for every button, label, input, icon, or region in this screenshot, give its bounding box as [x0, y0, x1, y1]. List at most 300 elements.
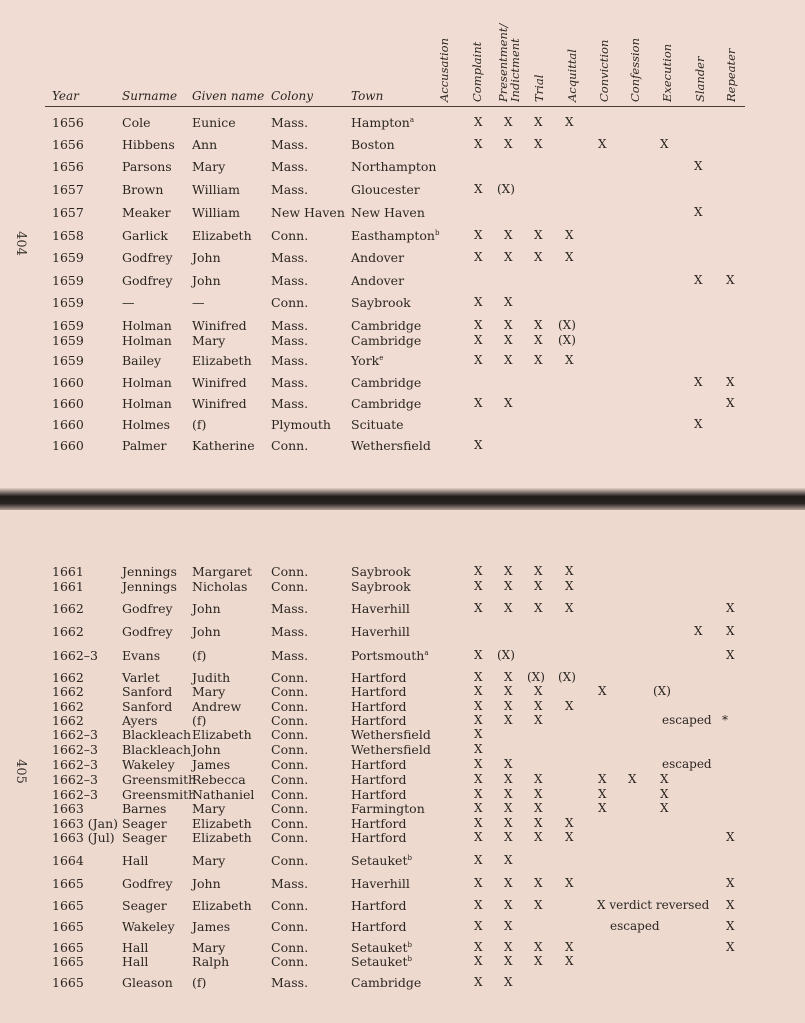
row-23-year: 1662 [52, 699, 84, 714]
row-35-note: X verdict reversed [597, 898, 710, 912]
row-18-year: 1662 [52, 601, 84, 616]
row-24-colony: Conn. [271, 713, 309, 728]
row-0-surname: Cole [122, 115, 151, 130]
row-18-repeater-mark: X [726, 601, 735, 615]
row-2-slander-mark: X [694, 159, 703, 173]
row-5-acquittal-mark: X [565, 228, 574, 242]
row-5-town-footnote: b [434, 228, 440, 237]
row-36-note: escaped [610, 919, 660, 933]
row-22-presentment-mark: X [504, 684, 513, 698]
row-17-given-name: Nicholas [192, 579, 248, 594]
row-4-given-name: William [192, 205, 240, 220]
row-26-complaint-mark: X [474, 742, 483, 756]
row-13-surname: Holman [122, 396, 172, 411]
row-32-town: Hartford [351, 830, 407, 845]
row-0-town: Hampton$^a$ [351, 115, 414, 130]
row-7-town: Andover [351, 273, 405, 288]
row-12-year: 1660 [52, 375, 84, 390]
row-15-surname: Palmer [122, 438, 167, 453]
row-5-complaint-mark: X [474, 228, 483, 242]
row-19-year: 1662 [52, 624, 84, 639]
row-37-trial-mark: X [534, 940, 543, 954]
row-8-surname: — [122, 295, 135, 310]
row-19-town: Haverhill [351, 624, 410, 639]
row-34-presentment-mark: X [504, 876, 513, 890]
row-18-trial-mark: X [534, 601, 543, 615]
row-11-given-name: Elizabeth [192, 353, 252, 368]
row-17-year: 1661 [52, 579, 84, 594]
row-0-complaint-mark: X [474, 115, 483, 129]
row-32-trial-mark: X [534, 830, 543, 844]
row-12-colony: Mass. [271, 375, 309, 390]
row-28-conviction-mark: X [598, 772, 607, 786]
row-35-complaint-mark: X [474, 898, 483, 912]
row-20-surname: Evans [122, 648, 161, 663]
row-22-year: 1662 [52, 684, 84, 699]
row-9-year: 1659 [52, 318, 84, 333]
row-33-year: 1664 [52, 853, 84, 868]
row-24-note: escaped [662, 713, 712, 727]
row-13-colony: Mass. [271, 396, 309, 411]
row-22-town: Hartford [351, 684, 407, 699]
row-27-surname: Wakeley [122, 757, 175, 772]
row-0-trial-mark: X [534, 115, 543, 129]
row-25-complaint-mark: X [474, 727, 483, 741]
row-21-colony: Conn. [271, 670, 309, 685]
row-0-year: 1656 [52, 115, 84, 130]
col-header-year: Year [52, 89, 79, 103]
row-3-year: 1657 [52, 182, 84, 197]
row-23-given-name: Andrew [192, 699, 242, 714]
row-37-town-footnote: b [407, 940, 412, 949]
row-11-surname: Bailey [122, 353, 162, 368]
row-33-given-name: Mary [192, 853, 226, 868]
row-30-presentment-mark: X [504, 801, 513, 815]
row-33-town: Setauket$^b$ [351, 853, 412, 868]
row-5-surname: Garlick [122, 228, 168, 243]
row-35-presentment-mark: X [504, 898, 513, 912]
row-25-year: 1662–3 [52, 727, 99, 742]
row-22-complaint-mark: X [474, 684, 483, 698]
row-29-trial-mark: X [534, 787, 543, 801]
row-36-year: 1665 [52, 919, 84, 934]
row-29-colony: Conn. [271, 787, 309, 802]
row-9-trial-mark: X [534, 318, 543, 332]
row-24-given-name: (f) [192, 713, 207, 728]
row-33-surname: Hall [122, 853, 149, 868]
row-24-presentment-mark: X [504, 713, 513, 727]
row-12-given-name: Winifred [192, 375, 247, 390]
row-37-complaint-mark: X [474, 940, 483, 954]
row-20-repeater-mark: X [726, 648, 735, 662]
row-15-colony: Conn. [271, 438, 309, 453]
row-37-acquittal-mark: X [565, 940, 574, 954]
row-11-town-footnote: e [379, 353, 384, 362]
row-2-year: 1656 [52, 159, 84, 174]
row-37-colony: Conn. [271, 940, 309, 955]
row-14-surname: Holmes [122, 417, 171, 432]
row-10-colony: Mass. [271, 333, 309, 348]
row-20-colony: Mass. [271, 648, 309, 663]
row-20-year: 1662–3 [52, 648, 99, 663]
row-16-given-name: Margaret [192, 564, 253, 579]
row-13-complaint-mark: X [474, 396, 483, 410]
row-38-year: 1665 [52, 954, 84, 969]
col-header-trial: Trial [532, 74, 546, 102]
row-31-surname: Seager [122, 816, 167, 831]
col-header-conviction: Conviction [597, 39, 611, 102]
row-29-conviction-mark: X [598, 787, 607, 801]
row-10-acquittal-mark: (X) [558, 333, 576, 347]
row-12-repeater-mark: X [726, 375, 735, 389]
row-25-colony: Conn. [271, 727, 309, 742]
row-13-presentment-mark: X [504, 396, 513, 410]
row-18-presentment-mark: X [504, 601, 513, 615]
row-4-year: 1657 [52, 205, 84, 220]
row-13-repeater-mark: X [726, 396, 735, 410]
row-0-presentment-mark: X [504, 115, 513, 129]
row-11-colony: Mass. [271, 353, 309, 368]
col-header-slander: Slander [693, 56, 707, 102]
row-5-trial-mark: X [534, 228, 543, 242]
row-23-colony: Conn. [271, 699, 309, 714]
row-22-conviction-mark: X [598, 684, 607, 698]
row-26-year: 1662–3 [52, 742, 99, 757]
row-25-given-name: Elizabeth [192, 727, 252, 742]
row-20-complaint-mark: X [474, 648, 483, 662]
row-22-given-name: Mary [192, 684, 226, 699]
row-37-presentment-mark: X [504, 940, 513, 954]
row-39-presentment-mark: X [504, 975, 513, 989]
row-14-slander-mark: X [694, 417, 703, 431]
row-1-surname: Hibbens [122, 137, 175, 152]
row-16-colony: Conn. [271, 564, 309, 579]
row-21-town: Hartford [351, 670, 407, 685]
row-3-given-name: William [192, 182, 240, 197]
row-20-given-name: (f) [192, 648, 207, 663]
row-27-note: escaped [662, 757, 712, 771]
row-37-town: Setauket$^b$ [351, 940, 412, 955]
row-3-colony: Mass. [271, 182, 309, 197]
row-26-town: Wethersfield [351, 742, 431, 757]
row-37-repeater-mark: X [726, 940, 735, 954]
row-31-presentment-mark: X [504, 816, 513, 830]
row-13-given-name: Winifred [192, 396, 247, 411]
col-header-confession: Confession [628, 37, 642, 102]
row-9-given-name: Winifred [192, 318, 247, 333]
row-38-town-footnote: b [407, 954, 412, 963]
row-6-year: 1659 [52, 250, 84, 265]
row-10-surname: Holman [122, 333, 172, 348]
row-12-surname: Holman [122, 375, 172, 390]
row-35-colony: Conn. [271, 898, 309, 913]
row-10-given-name: Mary [192, 333, 226, 348]
row-4-surname: Meaker [122, 205, 171, 220]
row-23-acquittal-mark: X [565, 699, 574, 713]
row-16-town: Saybrook [351, 564, 411, 579]
row-16-complaint-mark: X [474, 564, 483, 578]
row-5-colony: Conn. [271, 228, 309, 243]
row-32-complaint-mark: X [474, 830, 483, 844]
row-7-colony: Mass. [271, 273, 309, 288]
row-4-town: New Haven [351, 205, 425, 220]
row-1-trial-mark: X [534, 137, 543, 151]
row-0-acquittal-mark: X [565, 115, 574, 129]
row-13-town: Cambridge [351, 396, 422, 411]
row-26-surname: Blackleach [122, 742, 192, 757]
row-22-colony: Conn. [271, 684, 309, 699]
row-9-town: Cambridge [351, 318, 422, 333]
row-9-acquittal-mark: (X) [558, 318, 576, 332]
row-21-complaint-mark: X [474, 670, 483, 684]
row-1-given-name: Ann [192, 137, 218, 152]
row-2-surname: Parsons [122, 159, 172, 174]
row-19-given-name: John [192, 624, 221, 639]
row-30-town: Farmington [351, 801, 425, 816]
row-38-presentment-mark: X [504, 954, 513, 968]
row-27-town: Hartford [351, 757, 407, 772]
row-3-presentment-mark: (X) [497, 182, 515, 196]
row-18-complaint-mark: X [474, 601, 483, 615]
row-8-town: Saybrook [351, 295, 411, 310]
row-30-trial-mark: X [534, 801, 543, 815]
col-header-presentment-indictment: Presentment/ Indictment [496, 23, 522, 102]
row-10-town: Cambridge [351, 333, 422, 348]
row-39-complaint-mark: X [474, 975, 483, 989]
row-23-surname: Sanford [122, 699, 173, 714]
row-30-complaint-mark: X [474, 801, 483, 815]
row-17-complaint-mark: X [474, 579, 483, 593]
row-6-surname: Godfrey [122, 250, 173, 265]
row-33-town-footnote: b [407, 853, 412, 862]
row-9-colony: Mass. [271, 318, 309, 333]
row-2-given-name: Mary [192, 159, 226, 174]
row-13-year: 1660 [52, 396, 84, 411]
row-1-presentment-mark: X [504, 137, 513, 151]
row-21-given-name: Judith [192, 670, 231, 685]
row-8-presentment-mark: X [504, 295, 513, 309]
row-24-surname: Ayers [122, 713, 158, 728]
row-38-town: Setauket$^b$ [351, 954, 412, 969]
row-32-colony: Conn. [271, 830, 309, 845]
col-header-repeater: Repeater [724, 48, 738, 102]
row-30-conviction-mark: X [598, 801, 607, 815]
row-31-given-name: Elizabeth [192, 816, 252, 831]
row-21-trial-mark: (X) [527, 670, 545, 684]
row-24-complaint-mark: X [474, 713, 483, 727]
row-30-colony: Conn. [271, 801, 309, 816]
col-header-town: Town [351, 89, 384, 103]
row-18-town: Haverhill [351, 601, 410, 616]
row-15-year: 1660 [52, 438, 84, 453]
row-8-complaint-mark: X [474, 295, 483, 309]
row-35-given-name: Elizabeth [192, 898, 252, 913]
row-17-town: Saybrook [351, 579, 411, 594]
header-rule [45, 106, 745, 107]
row-20-town: Portsmouth$^a$ [351, 648, 429, 663]
row-22-execution-mark: (X) [653, 684, 671, 698]
row-23-presentment-mark: X [504, 699, 513, 713]
row-28-trial-mark: X [534, 772, 543, 786]
row-31-complaint-mark: X [474, 816, 483, 830]
row-33-presentment-mark: X [504, 853, 513, 867]
row-18-colony: Mass. [271, 601, 309, 616]
row-39-given-name: (f) [192, 975, 207, 990]
row-1-complaint-mark: X [474, 137, 483, 151]
row-29-complaint-mark: X [474, 787, 483, 801]
row-6-complaint-mark: X [474, 250, 483, 264]
row-18-given-name: John [192, 601, 221, 616]
row-5-given-name: Elizabeth [192, 228, 252, 243]
row-1-colony: Mass. [271, 137, 309, 152]
row-6-trial-mark: X [534, 250, 543, 264]
row-11-complaint-mark: X [474, 353, 483, 367]
row-1-execution-mark: X [660, 137, 669, 151]
row-32-surname: Seager [122, 830, 167, 845]
row-6-given-name: John [192, 250, 221, 265]
row-38-trial-mark: X [534, 954, 543, 968]
row-7-repeater-mark: X [726, 273, 735, 287]
row-28-year: 1662–3 [52, 772, 99, 787]
row-5-year: 1658 [52, 228, 84, 243]
row-6-presentment-mark: X [504, 250, 513, 264]
row-29-presentment-mark: X [504, 787, 513, 801]
row-27-year: 1662–3 [52, 757, 99, 772]
row-34-given-name: John [192, 876, 221, 891]
row-16-surname: Jennings [122, 564, 177, 579]
row-23-trial-mark: X [534, 699, 543, 713]
row-28-surname: Greensmith [122, 772, 197, 787]
row-7-slander-mark: X [694, 273, 703, 287]
row-8-year: 1659 [52, 295, 84, 310]
col-header-execution: Execution [660, 43, 674, 102]
row-34-trial-mark: X [534, 876, 543, 890]
page-number-404: 404 [12, 231, 28, 256]
row-24-asterisk: * [722, 713, 728, 727]
row-31-town: Hartford [351, 816, 407, 831]
row-14-year: 1660 [52, 417, 84, 432]
row-36-presentment-mark: X [504, 919, 513, 933]
row-34-acquittal-mark: X [565, 876, 574, 890]
col-header-complaint: Complaint [470, 41, 484, 102]
row-4-colony: New Haven [271, 205, 345, 220]
row-28-presentment-mark: X [504, 772, 513, 786]
row-21-surname: Varlet [122, 670, 160, 685]
row-6-acquittal-mark: X [565, 250, 574, 264]
row-9-surname: Holman [122, 318, 172, 333]
row-7-year: 1659 [52, 273, 84, 288]
row-35-trial-mark: X [534, 898, 543, 912]
row-32-given-name: Elizabeth [192, 830, 252, 845]
row-9-presentment-mark: X [504, 318, 513, 332]
page-number-405: 405 [12, 759, 28, 784]
row-15-complaint-mark: X [474, 438, 483, 452]
row-16-presentment-mark: X [504, 564, 513, 578]
row-31-year: 1663 (Jan) [52, 816, 119, 831]
row-17-acquittal-mark: X [565, 579, 574, 593]
row-36-given-name: James [192, 919, 231, 934]
row-8-given-name: — [192, 295, 205, 310]
row-22-surname: Sanford [122, 684, 173, 699]
row-33-colony: Conn. [271, 853, 309, 868]
row-32-repeater-mark: X [726, 830, 735, 844]
row-14-given-name: (f) [192, 417, 207, 432]
row-27-given-name: James [192, 757, 231, 772]
row-25-surname: Blackleach [122, 727, 192, 742]
row-2-colony: Mass. [271, 159, 309, 174]
row-38-given-name: Ralph [192, 954, 230, 969]
col-header-acquittal: Acquittal [565, 49, 579, 102]
row-28-execution-mark: X [660, 772, 669, 786]
row-37-year: 1665 [52, 940, 84, 955]
row-17-trial-mark: X [534, 579, 543, 593]
row-3-complaint-mark: X [474, 182, 483, 196]
row-33-complaint-mark: X [474, 853, 483, 867]
row-28-colony: Conn. [271, 772, 309, 787]
row-36-surname: Wakeley [122, 919, 175, 934]
row-39-town: Cambridge [351, 975, 422, 990]
row-11-trial-mark: X [534, 353, 543, 367]
row-10-trial-mark: X [534, 333, 543, 347]
row-29-surname: Greensmith [122, 787, 197, 802]
col-header-surname: Surname [122, 89, 178, 103]
col-header-colony: Colony [271, 89, 313, 103]
row-36-complaint-mark: X [474, 919, 483, 933]
row-22-trial-mark: X [534, 684, 543, 698]
row-34-town: Haverhill [351, 876, 410, 891]
row-4-slander-mark: X [694, 205, 703, 219]
row-34-repeater-mark: X [726, 876, 735, 890]
row-24-town: Hartford [351, 713, 407, 728]
row-20-presentment-mark: (X) [497, 648, 515, 662]
row-19-surname: Godfrey [122, 624, 173, 639]
col-header-accusation: Accusation [437, 38, 451, 102]
row-36-town: Hartford [351, 919, 407, 934]
col-header-given-name: Given name [192, 89, 265, 103]
row-37-surname: Hall [122, 940, 149, 955]
row-7-given-name: John [192, 273, 221, 288]
row-10-complaint-mark: X [474, 333, 483, 347]
row-23-town: Hartford [351, 699, 407, 714]
row-38-acquittal-mark: X [565, 954, 574, 968]
row-28-complaint-mark: X [474, 772, 483, 786]
row-38-colony: Conn. [271, 954, 309, 969]
row-32-year: 1663 (Jul) [52, 830, 115, 845]
row-11-acquittal-mark: X [565, 353, 574, 367]
row-37-given-name: Mary [192, 940, 226, 955]
row-21-year: 1662 [52, 670, 84, 685]
row-0-town-footnote: a [409, 115, 414, 124]
row-35-repeater-mark: X [726, 898, 735, 912]
row-19-repeater-mark: X [726, 624, 735, 638]
row-6-town: Andover [351, 250, 405, 265]
row-15-given-name: Katherine [192, 438, 255, 453]
row-35-surname: Seager [122, 898, 167, 913]
row-36-colony: Conn. [271, 919, 309, 934]
row-28-given-name: Rebecca [192, 772, 246, 787]
row-19-slander-mark: X [694, 624, 703, 638]
row-28-town: Hartford [351, 772, 407, 787]
row-31-trial-mark: X [534, 816, 543, 830]
row-19-colony: Mass. [271, 624, 309, 639]
row-29-given-name: Nathaniel [192, 787, 255, 802]
row-26-given-name: John [192, 742, 221, 757]
row-30-execution-mark: X [660, 801, 669, 815]
row-27-presentment-mark: X [504, 757, 513, 771]
row-3-town: Gloucester [351, 182, 420, 197]
row-9-complaint-mark: X [474, 318, 483, 332]
row-38-complaint-mark: X [474, 954, 483, 968]
